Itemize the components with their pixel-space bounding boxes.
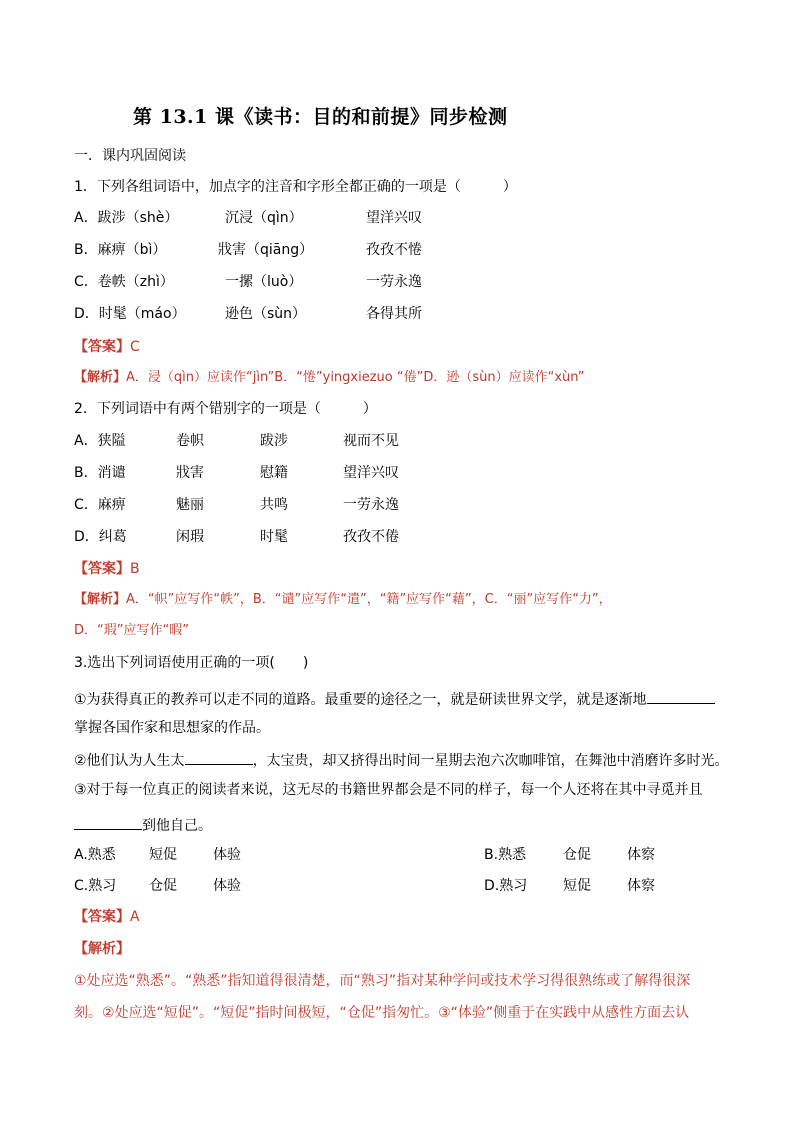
q2-option-d-word2: 闲瑕 — [176, 529, 204, 545]
q3-option-a-word2: 短促 — [149, 847, 177, 863]
q1-option-b: B．麻痹（bì） — [74, 242, 167, 258]
q3-sentence2: ②他们认为人生太 ，太宝贵，却又挤得出时间一星期去泡六次咖啡馆，在舞池中消磨许多时光。 — [74, 750, 729, 770]
q3-option-c: C.熟习 — [74, 878, 117, 894]
q3-sentence1-cont: 掌握各国作家和思想家的作品。 — [74, 720, 270, 736]
q3-blank3[interactable] — [74, 815, 142, 830]
q3-option-c-word3: 体验 — [213, 878, 241, 894]
page-title: 第 13.1 课《读书：目的和前提》同步检测 — [133, 106, 508, 128]
q3-option-b: B.熟悉 — [484, 847, 527, 863]
q3-option-a: A.熟悉 — [74, 847, 116, 863]
q1-option-d: D．时髦（máo） — [74, 306, 186, 322]
q3-sentence1: ①为获得真正的教养可以走不同的道路。最重要的途径之一，就是研读世界文学，就是逐渐地 — [74, 689, 715, 709]
q2-option-c-word4: 一劳永逸 — [343, 497, 399, 513]
q2-option-c-word3: 共鸣 — [260, 497, 288, 513]
q3-sentence3: ③对于每一位真正的阅读者来说，这无尽的书籍世界都会是不同的样子，每一个人还将在其中寻觅并且 — [74, 782, 703, 798]
section-heading: 一．课内巩固阅读 — [74, 148, 186, 164]
q2-stem: 2．下列词语中有两个错别字的一项是（ ） — [74, 401, 377, 417]
q1-option-b-word2: 戕害（qiāng） — [218, 242, 314, 258]
q2-option-a-word3: 跋涉 — [260, 433, 288, 449]
q2-option-a-word4: 视而不见 — [343, 433, 399, 449]
q1-option-d-word3: 各得其所 — [366, 306, 422, 322]
q1-option-c: C．卷帙（zhì） — [74, 274, 174, 290]
q3-blank2[interactable] — [185, 750, 253, 765]
q2-option-c-word2: 魅丽 — [176, 497, 204, 513]
q2-option-d: D．纠葛 — [74, 529, 127, 545]
q2-option-c: C．麻痹 — [74, 497, 126, 513]
q3-option-a-word3: 体验 — [213, 847, 241, 863]
q1-analysis: 【解析】A．浸（qìn）应读作“jìn”B．“惓”yingxiezuo “倦”D．逊（sùn）应读作“xùn” — [74, 370, 585, 385]
q1-stem: 1．下列各组词语中，加点字的注音和字形全都正确的一项是（ ） — [74, 179, 517, 195]
q3-option-c-word2: 仓促 — [149, 878, 177, 894]
q3-option-d-word2: 短促 — [563, 878, 591, 894]
q1-option-d-word2: 逊色（sùn） — [225, 306, 307, 322]
q1-option-a: A．跋涉（shè） — [74, 210, 179, 226]
q3-option-d: D.熟习 — [484, 878, 528, 894]
q2-analysis-line2: D．“瑕”应写作“暇” — [74, 623, 189, 638]
q3-option-b-word3: 体察 — [627, 847, 655, 863]
q2-option-a-word2: 卷帜 — [176, 433, 204, 449]
q3-stem: 3.选出下列词语使用正确的一项( ) — [74, 655, 309, 671]
q1-answer: 【答案】C — [74, 339, 140, 355]
q1-option-a-word3: 望洋兴叹 — [366, 210, 422, 226]
q2-option-b-word2: 戕害 — [176, 465, 204, 481]
q1-option-a-word2: 沉浸（qìn） — [225, 210, 303, 226]
q1-option-b-word3: 孜孜不惓 — [366, 242, 422, 258]
q3-analysis-label: 【解析】 — [74, 941, 130, 957]
q1-option-c-word3: 一劳永逸 — [366, 274, 422, 290]
q3-answer: 【答案】A — [74, 909, 140, 925]
q3-blank1[interactable] — [647, 689, 715, 704]
q2-option-d-word3: 时髦 — [260, 529, 288, 545]
q2-answer: 【答案】B — [74, 561, 140, 577]
q2-option-d-word4: 孜孜不倦 — [343, 529, 399, 545]
q3-option-b-word2: 仓促 — [563, 847, 591, 863]
q3-analysis-line1: ①处应选“熟悉”。“熟悉”指知道得很清楚，而“熟习”指对某种学问或技术学习得很熟练或了解得很深 — [74, 973, 691, 989]
q2-analysis: 【解析】A．“帜”应写作“帙”，B．“谴”应写作“遣”，“籍”应写作“藉”，C．“丽”应写作“力”， — [74, 592, 612, 607]
q1-option-c-word2: 一摞（luò） — [225, 274, 303, 290]
q2-option-b-word3: 慰籍 — [260, 465, 288, 481]
q2-option-b: B．消谴 — [74, 465, 126, 481]
q3-analysis-line2: 刻。②处应选“短促”。“短促”指时间极短，“仓促”指匆忙。③“体验”侧重于在实践中从感性方面去认 — [74, 1005, 690, 1021]
q3-option-d-word3: 体察 — [627, 878, 655, 894]
q3-sentence3-cont: 到他自己。 — [74, 815, 212, 835]
q2-option-b-word4: 望洋兴叹 — [343, 465, 399, 481]
q2-option-a: A．狭隘 — [74, 433, 126, 449]
